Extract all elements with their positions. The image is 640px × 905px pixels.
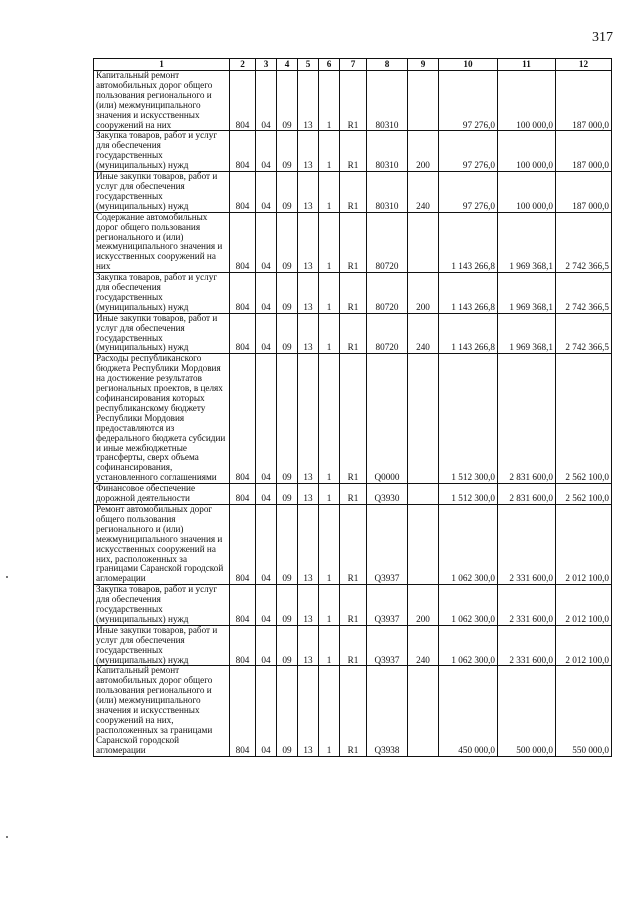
cell-col12: 2 562 100,0 bbox=[556, 484, 612, 505]
cell-col2: 804 bbox=[230, 273, 256, 314]
cell-col11: 500 000,0 bbox=[498, 666, 556, 756]
row-name: Капитальный ремонт автомобильных дорог общего пользования регионального и (или) межмуниципального значения и искусственных сооружений на них bbox=[94, 71, 230, 131]
cell-col8: Q0000 bbox=[367, 354, 408, 484]
cell-col11: 2 831 600,0 bbox=[498, 354, 556, 484]
column-header: 11 bbox=[498, 59, 556, 71]
cell-col9 bbox=[408, 71, 439, 131]
cell-col6: 1 bbox=[319, 71, 340, 131]
cell-col5: 13 bbox=[298, 131, 319, 172]
cell-col2: 804 bbox=[230, 666, 256, 756]
table-row bbox=[94, 172, 612, 213]
table-row bbox=[94, 354, 612, 484]
cell-col10: 97 276,0 bbox=[439, 71, 498, 131]
cell-col4: 09 bbox=[277, 625, 298, 666]
cell-col12: 187 000,0 bbox=[556, 172, 612, 213]
cell-col9: 240 bbox=[408, 625, 439, 666]
cell-col4: 09 bbox=[277, 131, 298, 172]
cell-col10: 450 000,0 bbox=[439, 666, 498, 756]
row-name: Ремонт автомобильных дорог общего пользования регионального и (или) межмуниципального значения и искусственных сооружений на них, расположенных за границами Саранской городской агломерации bbox=[94, 504, 230, 584]
cell-col10: 1 062 300,0 bbox=[439, 504, 498, 584]
cell-col12: 187 000,0 bbox=[556, 131, 612, 172]
table-row bbox=[94, 484, 612, 505]
cell-col8: 80310 bbox=[367, 172, 408, 213]
cell-col11: 1 969 368,1 bbox=[498, 212, 556, 272]
table-row bbox=[94, 666, 612, 756]
scan-speck bbox=[6, 836, 8, 838]
cell-col7: R1 bbox=[340, 273, 367, 314]
cell-col6: 1 bbox=[319, 354, 340, 484]
cell-col9: 240 bbox=[408, 172, 439, 213]
column-header: 5 bbox=[298, 59, 319, 71]
cell-col8: 80310 bbox=[367, 71, 408, 131]
cell-col9 bbox=[408, 354, 439, 484]
cell-col10: 1 062 300,0 bbox=[439, 585, 498, 626]
cell-col4: 09 bbox=[277, 585, 298, 626]
cell-col5: 13 bbox=[298, 504, 319, 584]
cell-col12: 2 562 100,0 bbox=[556, 354, 612, 484]
cell-col5: 13 bbox=[298, 172, 319, 213]
cell-col7: R1 bbox=[340, 172, 367, 213]
cell-col3: 04 bbox=[256, 273, 277, 314]
cell-col11: 100 000,0 bbox=[498, 131, 556, 172]
header-row bbox=[94, 59, 612, 71]
cell-col10: 1 143 266,8 bbox=[439, 212, 498, 272]
cell-col10: 1 512 300,0 bbox=[439, 354, 498, 484]
cell-col4: 09 bbox=[277, 212, 298, 272]
cell-col5: 13 bbox=[298, 212, 319, 272]
cell-col3: 04 bbox=[256, 504, 277, 584]
cell-col4: 09 bbox=[277, 172, 298, 213]
cell-col3: 04 bbox=[256, 585, 277, 626]
cell-col9 bbox=[408, 212, 439, 272]
column-header: 7 bbox=[340, 59, 367, 71]
row-name: Содержание автомобильных дорог общего пользования регионального и (или) межмуниципального значения и искусственных сооружений на них bbox=[94, 212, 230, 272]
cell-col12: 2 012 100,0 bbox=[556, 625, 612, 666]
cell-col8: 80720 bbox=[367, 273, 408, 314]
budget-table bbox=[93, 58, 612, 757]
cell-col9: 200 bbox=[408, 585, 439, 626]
cell-col8: Q3937 bbox=[367, 504, 408, 584]
cell-col6: 1 bbox=[319, 273, 340, 314]
cell-col5: 13 bbox=[298, 666, 319, 756]
cell-col3: 04 bbox=[256, 71, 277, 131]
cell-col6: 1 bbox=[319, 504, 340, 584]
scan-speck bbox=[6, 576, 8, 578]
cell-col12: 2 742 366,5 bbox=[556, 313, 612, 354]
table-row bbox=[94, 71, 612, 131]
column-header: 8 bbox=[367, 59, 408, 71]
cell-col11: 100 000,0 bbox=[498, 172, 556, 213]
cell-col9: 240 bbox=[408, 313, 439, 354]
cell-col3: 04 bbox=[256, 354, 277, 484]
column-header: 6 bbox=[319, 59, 340, 71]
cell-col7: R1 bbox=[340, 625, 367, 666]
cell-col7: R1 bbox=[340, 484, 367, 505]
cell-col4: 09 bbox=[277, 71, 298, 131]
cell-col2: 804 bbox=[230, 131, 256, 172]
cell-col5: 13 bbox=[298, 354, 319, 484]
column-header: 2 bbox=[230, 59, 256, 71]
cell-col2: 804 bbox=[230, 484, 256, 505]
row-name: Расходы республиканского бюджета Республики Мордовия на достижение результатов региональных проектов, в целях софинансирования которых республиканскому бюджету Республики Мордовия предоставляются из федерального бюджета субсидии и иные межбюджетные трансферты, сверх объема софинансирования, установленного соглашениями bbox=[94, 354, 230, 484]
cell-col7: R1 bbox=[340, 212, 367, 272]
cell-col11: 2 331 600,0 bbox=[498, 585, 556, 626]
cell-col9 bbox=[408, 666, 439, 756]
row-name: Закупка товаров, работ и услуг для обеспечения государственных (муниципальных) нужд bbox=[94, 273, 230, 314]
cell-col7: R1 bbox=[340, 504, 367, 584]
cell-col8: Q3937 bbox=[367, 625, 408, 666]
cell-col8: Q3930 bbox=[367, 484, 408, 505]
cell-col3: 04 bbox=[256, 131, 277, 172]
cell-col6: 1 bbox=[319, 585, 340, 626]
cell-col2: 804 bbox=[230, 172, 256, 213]
cell-col3: 04 bbox=[256, 625, 277, 666]
cell-col10: 97 276,0 bbox=[439, 172, 498, 213]
cell-col9: 200 bbox=[408, 131, 439, 172]
cell-col6: 1 bbox=[319, 212, 340, 272]
cell-col10: 1 143 266,8 bbox=[439, 273, 498, 314]
column-header: 4 bbox=[277, 59, 298, 71]
cell-col3: 04 bbox=[256, 666, 277, 756]
cell-col6: 1 bbox=[319, 172, 340, 213]
row-name: Закупка товаров, работ и услуг для обеспечения государственных (муниципальных) нужд bbox=[94, 131, 230, 172]
column-header: 10 bbox=[439, 59, 498, 71]
cell-col5: 13 bbox=[298, 313, 319, 354]
row-name: Иные закупки товаров, работ и услуг для обеспечения государственных (муниципальных) нужд bbox=[94, 313, 230, 354]
cell-col6: 1 bbox=[319, 313, 340, 354]
cell-col12: 2 012 100,0 bbox=[556, 585, 612, 626]
cell-col10: 97 276,0 bbox=[439, 131, 498, 172]
cell-col8: 80720 bbox=[367, 212, 408, 272]
cell-col7: R1 bbox=[340, 71, 367, 131]
table-row bbox=[94, 273, 612, 314]
cell-col2: 804 bbox=[230, 504, 256, 584]
cell-col9 bbox=[408, 484, 439, 505]
cell-col7: R1 bbox=[340, 313, 367, 354]
cell-col4: 09 bbox=[277, 484, 298, 505]
cell-col4: 09 bbox=[277, 273, 298, 314]
cell-col3: 04 bbox=[256, 172, 277, 213]
cell-col8: Q3938 bbox=[367, 666, 408, 756]
cell-col2: 804 bbox=[230, 71, 256, 131]
cell-col11: 1 969 368,1 bbox=[498, 313, 556, 354]
cell-col9: 200 bbox=[408, 273, 439, 314]
row-name: Капитальный ремонт автомобильных дорог общего пользования регионального и (или) межмуниципального значения и искусственных сооружений на них, расположенных за границами Саранской городской агломерации bbox=[94, 666, 230, 756]
cell-col2: 804 bbox=[230, 212, 256, 272]
cell-col5: 13 bbox=[298, 273, 319, 314]
page-number: 317 bbox=[592, 30, 613, 45]
cell-col12: 2 742 366,5 bbox=[556, 212, 612, 272]
cell-col5: 13 bbox=[298, 71, 319, 131]
cell-col12: 2 742 366,5 bbox=[556, 273, 612, 314]
cell-col4: 09 bbox=[277, 313, 298, 354]
cell-col5: 13 bbox=[298, 484, 319, 505]
cell-col7: R1 bbox=[340, 354, 367, 484]
cell-col11: 100 000,0 bbox=[498, 71, 556, 131]
cell-col7: R1 bbox=[340, 585, 367, 626]
column-header: 9 bbox=[408, 59, 439, 71]
cell-col8: Q3937 bbox=[367, 585, 408, 626]
cell-col2: 804 bbox=[230, 585, 256, 626]
cell-col3: 04 bbox=[256, 484, 277, 505]
cell-col5: 13 bbox=[298, 625, 319, 666]
cell-col3: 04 bbox=[256, 212, 277, 272]
cell-col8: 80720 bbox=[367, 313, 408, 354]
cell-col7: R1 bbox=[340, 131, 367, 172]
cell-col12: 2 012 100,0 bbox=[556, 504, 612, 584]
cell-col3: 04 bbox=[256, 313, 277, 354]
table-row bbox=[94, 625, 612, 666]
cell-col11: 2 831 600,0 bbox=[498, 484, 556, 505]
cell-col8: 80310 bbox=[367, 131, 408, 172]
table-row bbox=[94, 313, 612, 354]
cell-col11: 2 331 600,0 bbox=[498, 504, 556, 584]
cell-col10: 1 062 300,0 bbox=[439, 625, 498, 666]
cell-col6: 1 bbox=[319, 131, 340, 172]
cell-col2: 804 bbox=[230, 354, 256, 484]
cell-col10: 1 512 300,0 bbox=[439, 484, 498, 505]
row-name: Финансовое обеспечение дорожной деятельности bbox=[94, 484, 230, 505]
cell-col9 bbox=[408, 504, 439, 584]
column-header: 3 bbox=[256, 59, 277, 71]
cell-col4: 09 bbox=[277, 666, 298, 756]
row-name: Иные закупки товаров, работ и услуг для обеспечения государственных (муниципальных) нужд bbox=[94, 172, 230, 213]
row-name: Иные закупки товаров, работ и услуг для обеспечения государственных (муниципальных) нужд bbox=[94, 625, 230, 666]
cell-col12: 187 000,0 bbox=[556, 71, 612, 131]
cell-col5: 13 bbox=[298, 585, 319, 626]
table-row bbox=[94, 131, 612, 172]
cell-col7: R1 bbox=[340, 666, 367, 756]
cell-col10: 1 143 266,8 bbox=[439, 313, 498, 354]
cell-col4: 09 bbox=[277, 354, 298, 484]
cell-col6: 1 bbox=[319, 484, 340, 505]
cell-col2: 804 bbox=[230, 313, 256, 354]
table-row bbox=[94, 585, 612, 626]
cell-col2: 804 bbox=[230, 625, 256, 666]
column-header: 12 bbox=[556, 59, 612, 71]
table-row bbox=[94, 504, 612, 584]
cell-col6: 1 bbox=[319, 666, 340, 756]
table-row bbox=[94, 212, 612, 272]
cell-col4: 09 bbox=[277, 504, 298, 584]
cell-col12: 550 000,0 bbox=[556, 666, 612, 756]
cell-col6: 1 bbox=[319, 625, 340, 666]
row-name: Закупка товаров, работ и услуг для обеспечения государственных (муниципальных) нужд bbox=[94, 585, 230, 626]
cell-col11: 2 331 600,0 bbox=[498, 625, 556, 666]
column-header: 1 bbox=[94, 59, 230, 71]
cell-col11: 1 969 368,1 bbox=[498, 273, 556, 314]
